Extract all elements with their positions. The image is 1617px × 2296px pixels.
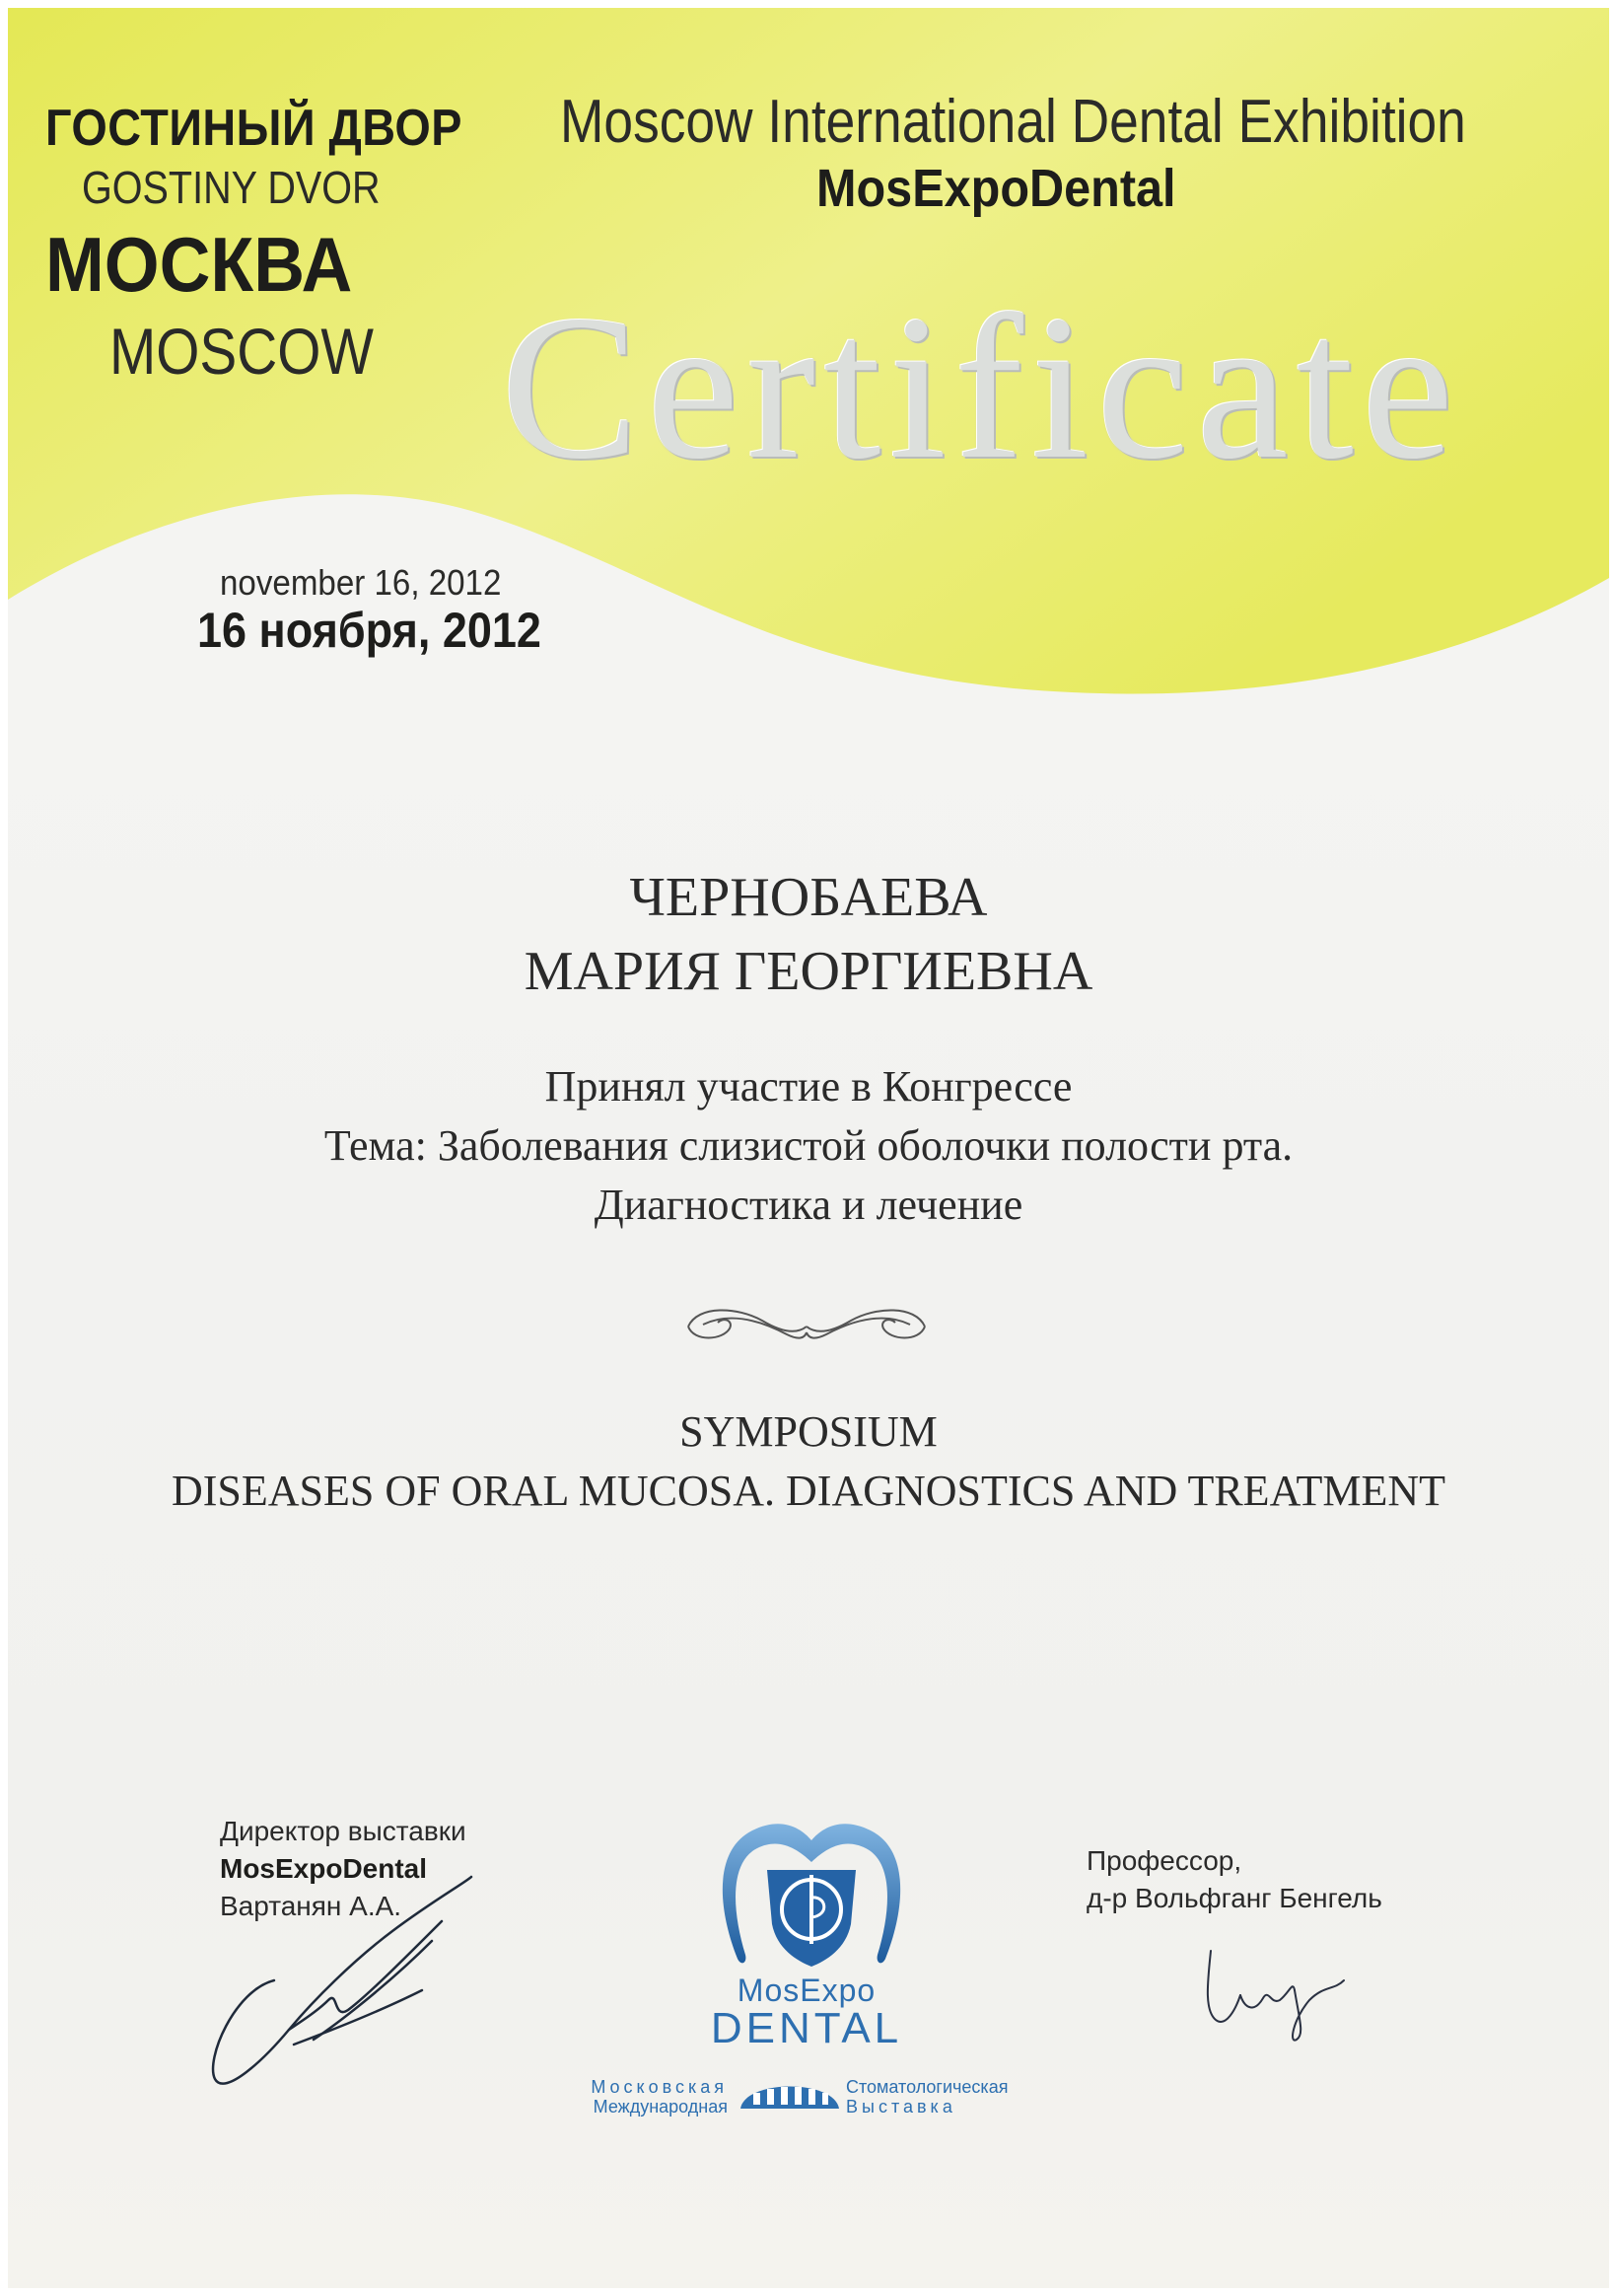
right-signature [1186, 1941, 1383, 2049]
logo-caption-left-line-2: Международная [593, 2097, 728, 2117]
certificate-sheet [8, 8, 1609, 2288]
right-signatory-title: Профессор, [1087, 1845, 1242, 1876]
participation-line-1: Принял участие в Конгрессе [544, 1062, 1073, 1111]
participation-line-2: Тема: Заболевания слизистой оболочки полости рта. [323, 1121, 1294, 1170]
logo-caption-right-line-2: Выставка [846, 2097, 956, 2117]
venue-city-en: MOSCOW [109, 315, 375, 388]
logo-caption-left-line-1: Московская [591, 2077, 728, 2097]
left-signature [195, 1872, 491, 2099]
certificate-heading: Certificate [501, 273, 1462, 502]
ornament-flourish [668, 1295, 945, 1354]
date-en: november 16, 2012 [220, 562, 502, 603]
symposium-line-2: DISEASES OF ORAL MUCOSA. DIAGNOSTICS AND TREATMENT [171, 1467, 1445, 1515]
recipient-given-names: МАРИЯ ГЕОРГИЕВНА [524, 941, 1093, 1002]
logo-caption-right [846, 2077, 1063, 2117]
logo-caption-right-line-1: Стоматологическая [846, 2077, 1009, 2097]
exhibition-brand: MosExpoDental [816, 159, 1176, 218]
venue-city-ru: МОСКВА [45, 221, 353, 308]
right-signatory-block [1087, 1842, 1382, 1917]
participation-line-3: Диагностика и лечение [594, 1181, 1023, 1229]
right-signatory-name: д-р Вольфганг Бенгель [1087, 1883, 1382, 1913]
exhibition-title: Moscow International Dental Exhibition [560, 88, 1466, 156]
recipient-surname: ЧЕРНОБАЕВА [629, 867, 988, 928]
logo-caption-left [550, 2077, 728, 2117]
arena-icon [736, 2069, 844, 2113]
venue-name-ru: ГОСТИНЫЙ ДВОР [45, 100, 462, 157]
left-signatory-org: MosExpoDental [220, 1853, 428, 1884]
symposium-line-1: SYMPOSIUM [679, 1407, 938, 1456]
left-signatory-name: Вартанян А.А. [220, 1891, 402, 1921]
logo-text-top: MosExpo [737, 1973, 877, 2008]
left-signatory-role: Директор выставки [220, 1816, 466, 1846]
venue-name-en: GOSTINY DVOR [82, 162, 381, 213]
logo-text-bottom: DENTAL [710, 2004, 903, 2052]
date-ru: 16 ноября, 2012 [197, 603, 541, 658]
